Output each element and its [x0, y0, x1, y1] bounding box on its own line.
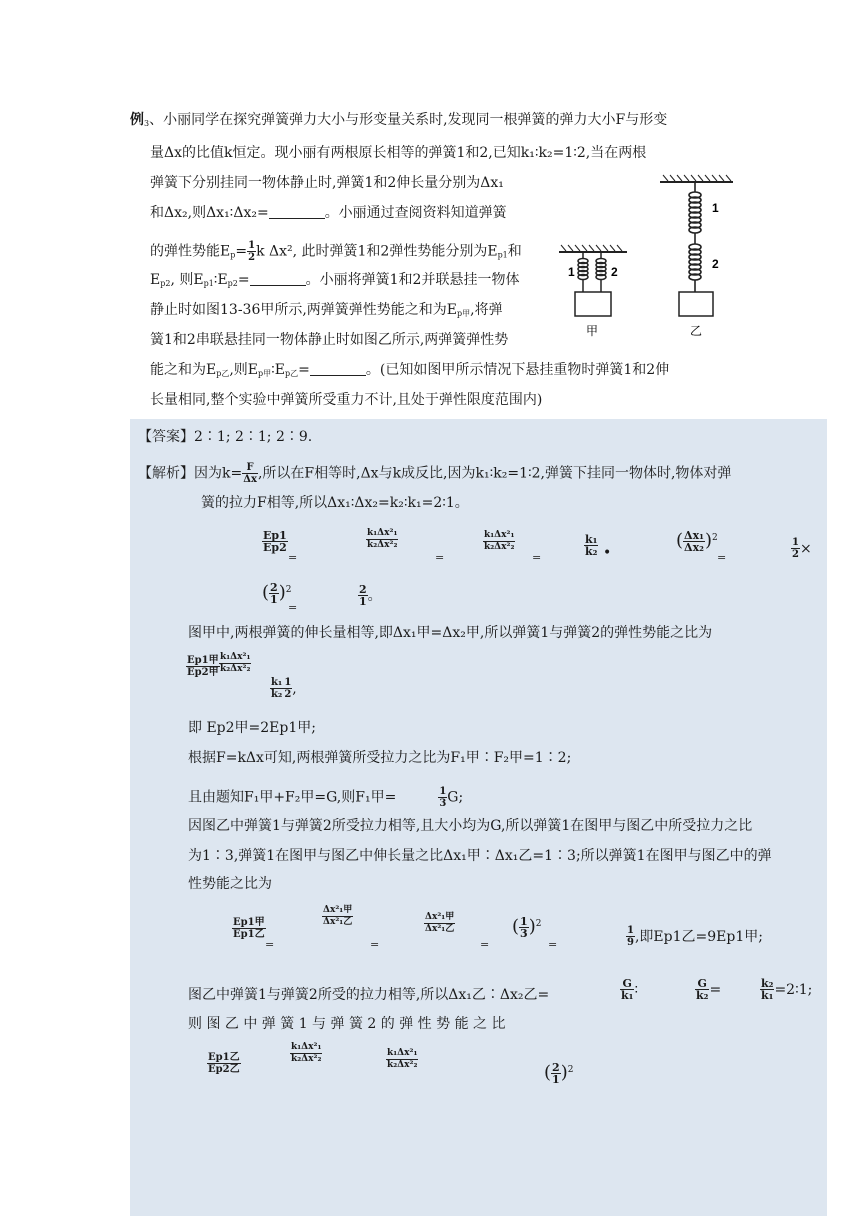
label-jia: 甲	[586, 324, 599, 338]
ratio-bottom-1: $\frac{\text{Ep1乙}}{\text{Ep2乙}}$	[208, 1052, 240, 1075]
ratio-eq-1: $\frac{Ep1}{Ep2}$	[263, 529, 287, 554]
ratio-g-k1: $\frac{G}{\text{k₁}}$ ∶	[621, 977, 639, 1002]
analysis-line-6: 且由题知F₁甲+F₂甲=G,则F₁甲= $\frac{1}{3}$ G;	[188, 786, 464, 809]
ratio-bottom-4: ( $\frac{2}{1}$ )$^2$	[544, 1061, 574, 1086]
question-line-5: 的弹性势能$E_p=$ $\frac{1}{2}$ k Δx², 此时弹簧1和2弹性势能分别为$E_{p1}$和	[150, 240, 522, 263]
ratio-bottom-2: $\frac{\text{k₁Δx²₁}}{\text{k₂Δx²₂}}$	[291, 1042, 322, 1064]
ceiling-jia	[559, 245, 627, 252]
question-line-10: 长量相同,整个实验中弹簧所受重力不计,且处于弹性限度范围内)	[150, 392, 543, 408]
analysis-line-11: 则 图 乙 中 弹 簧 1 与 弹 簧 2 的 弹 性 势 能 之 比	[188, 1016, 506, 1032]
ratio-eq-8: $\frac{2}{1}$ 。	[359, 583, 382, 608]
answer-blank-1[interactable]	[269, 204, 325, 219]
ratio-eq-5: ( $\frac{\text{Δx₁}}{\text{Δx₂}}$ )$^2$	[676, 529, 718, 554]
ceiling-yi	[660, 175, 733, 182]
spring-2-jia	[596, 252, 606, 292]
ratio-jia-3: $\frac{\text{k₁}}{\text{k₂}}$ $\frac{1}{2}$ ,	[271, 677, 297, 700]
spring-1-label-yi: 1	[712, 201, 719, 215]
question-line-3: 弹簧下分别挂同一物体静止时,弹簧1和2伸长量分别为Δx₁	[150, 175, 504, 191]
ratio-eq-3: $\frac{\text{k₁Δx²₁}}{\text{k₂Δx²₂}}$	[484, 530, 515, 552]
analysis-line-2: 簧的拉力F相等,所以Δx₁∶Δx₂=k₂∶k₁=2∶1。	[201, 495, 469, 511]
label-yi: 乙	[690, 324, 703, 338]
question-line-2: 量Δx的比值k恒定。现小丽有两根原长相等的弹簧1和2,已知k₁∶k₂=1∶2,当在两根	[150, 145, 647, 161]
analysis-line-1: 【解析】因为k= $\frac{F}{\Delta x}$ ,所以在F相等时,Δx与k成反比,因为k₁∶k₂=1∶2,弹簧下挂同一物体时,物体对弹	[138, 462, 732, 485]
ratio-yi-1: $\frac{\text{Ep1甲}}{\text{Ep1乙}}$	[233, 917, 265, 940]
ratio-yi-3: $\frac{\text{Δx²₁甲}}{\text{Δx²₁乙}}$	[425, 912, 455, 934]
ratio-k2-k1: $\frac{\text{k₂}}{\text{k₁}}$ =2∶1;	[761, 977, 813, 1002]
spring-2-label-jia: 2	[611, 265, 618, 279]
ratio-eq-7: ( $\frac{2}{1}$ )$^2$	[262, 581, 292, 606]
spring-2-yi	[689, 244, 701, 292]
analysis-line-10: 图乙中弹簧1与弹簧2所受的拉力相等,所以Δx₁乙∶Δx₂乙=	[188, 987, 550, 1003]
ratio-yi-4: ( $\frac{1}{3}$ )$^2$	[512, 915, 542, 940]
answer-blank-2[interactable]	[250, 271, 306, 286]
weight-yi	[679, 292, 713, 316]
spring-1-label-jia: 1	[568, 265, 575, 279]
ratio-jia: $\frac{\text{Ep1甲}}{\text{Ep2甲}}$	[187, 655, 219, 678]
spring-1-jia	[578, 252, 588, 292]
ratio-jia-2: $\frac{\text{k₁Δx²₁}}{\text{k₂Δx²₂}}$	[220, 652, 251, 674]
answer-tag: 【答案】	[138, 429, 194, 445]
analysis-line-4: 即 Ep2甲=2Ep1甲;	[188, 720, 316, 736]
question-line-6: $E_{p2}$, 则$E_{p1}∶E_{p2}=$ 。小丽将弹簧1和2并联悬挂一物体	[150, 272, 520, 288]
ratio-yi-5: $\frac{1}{9}$ ,即Ep1乙=9Ep1甲;	[627, 925, 763, 948]
ratio-eq-2: $\frac{\text{k₁Δx²₁}}{\text{k₂Δx²₂}}$	[367, 528, 398, 550]
analysis-line-5: 根据F=kΔx可知,两根弹簧所受拉力之比为F₁甲∶F₂甲=1∶2;	[188, 750, 572, 766]
question-line-7: 静止时如图13-36甲所示,两弹簧弹性势能之和为$E_{p甲}$,将弹	[150, 302, 503, 318]
answer-line	[138, 427, 312, 447]
question-line-8: 簧1和2串联悬挂同一物体静止时如图乙所示,两弹簧弹性势	[150, 332, 509, 348]
answer-blank-3[interactable]	[310, 361, 366, 376]
spring-figure	[555, 172, 735, 342]
question-line-9: 能之和为$E_{p乙}$,则$E_{p甲}∶E_{p乙}=$ 。(已知如图甲所示情况下悬挂重物时弹簧1和2伸	[150, 362, 670, 378]
ratio-bottom-3: $\frac{\text{k₁Δx²₁}}{\text{k₂Δx²₂}}$	[387, 1048, 418, 1070]
answer-text: 2∶1; 2∶1; 2∶9.	[194, 429, 313, 445]
question-line-1: 例$_3$、小丽同学在探究弹簧弹力大小与形变量关系时,发现同一根弹簧的弹力大小F与形变	[130, 112, 668, 128]
weight-jia	[575, 292, 611, 316]
spring-2-label-yi: 2	[712, 257, 719, 271]
analysis-line-3: 图甲中,两根弹簧的伸长量相等,即Δx₁甲=Δx₂甲,所以弹簧1与弹簧2的弹性势能之比为	[188, 625, 713, 641]
ratio-eq-6: $\frac{1}{2}$ ×	[792, 537, 812, 560]
analysis-line-9: 性势能之比为	[188, 876, 272, 892]
spring-1-yi	[689, 182, 701, 244]
analysis-tag: 【解析】	[138, 465, 194, 482]
analysis-line-7: 因图乙中弹簧1与弹簧2所受拉力相等,且大小均为G,所以弹簧1在图甲与图乙中所受拉力之比	[188, 818, 753, 834]
ratio-g-k2: $\frac{G}{\text{k₂}}$ =	[696, 977, 722, 1002]
ratio-yi-2: $\frac{\text{Δx²₁甲}}{\text{Δx²₁乙}}$	[323, 905, 353, 927]
question-line-4: 和Δx₂,则Δx₁∶Δx₂= 。小丽通过查阅资料知道弹簧	[150, 205, 507, 221]
ratio-eq-4: $\frac{\text{k₁}}{\text{k₂}}$	[585, 533, 598, 558]
example-label: 例	[130, 112, 144, 128]
analysis-line-8: 为1∶3,弹簧1在图甲与图乙中伸长量之比Δx₁甲∶Δx₁乙=1∶3;所以弹簧1在图甲与图乙中的弹	[188, 848, 772, 864]
